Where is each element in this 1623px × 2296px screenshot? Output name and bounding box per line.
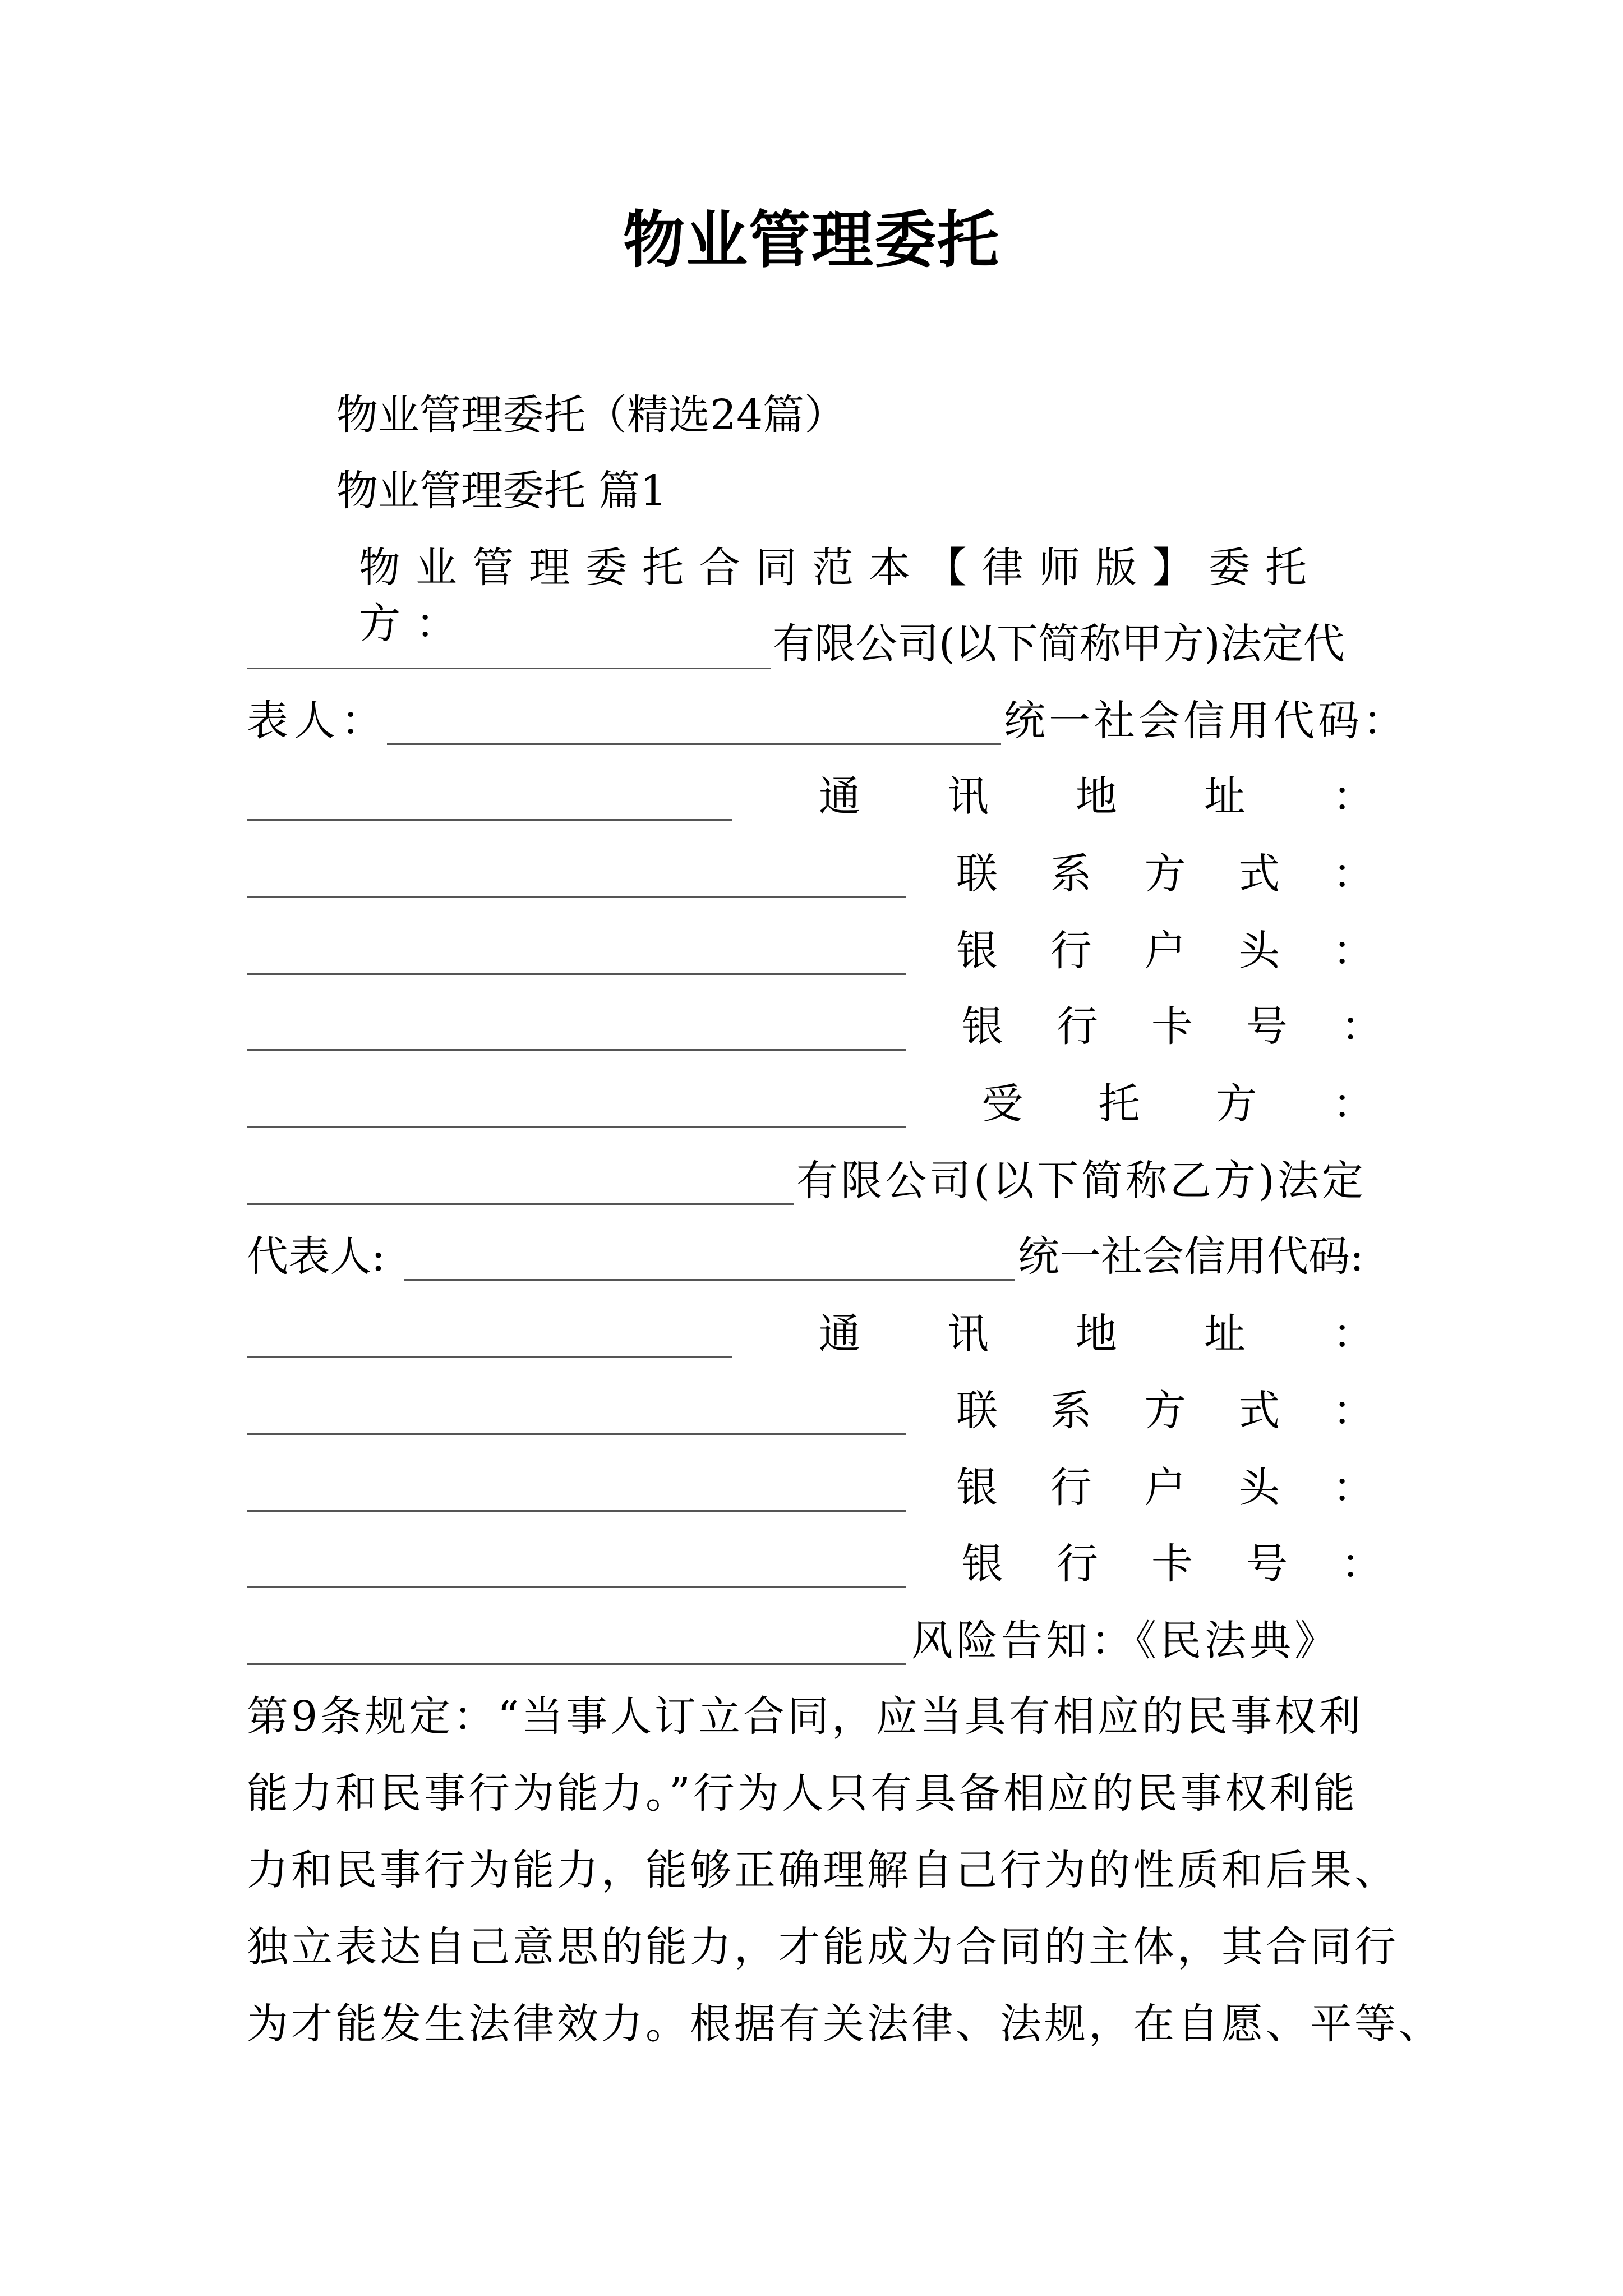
contact-char-4: 式 [1238,850,1280,898]
address-char-1: 通 [819,772,860,821]
blank-party-b-company[interactable] [247,1203,794,1205]
address-b-char-3: 地 [1076,1310,1117,1358]
contact-char-5: ： [1332,850,1374,898]
contact-char-3: 方 [1144,850,1186,898]
risk-notice: 风险告知：《民法典》 [911,1617,1339,1665]
party-a-address-label [819,769,1374,825]
blank-party-a-rep[interactable] [387,743,1001,745]
trustee-char-4: ： [1332,1080,1374,1128]
blank-party-a-contact[interactable] [247,973,906,975]
address-b-char-4: 址 [1204,1310,1246,1358]
blank-party-a-address[interactable] [247,896,906,898]
bank-card-b-char-2: 行 [1057,1540,1098,1588]
blank-party-a-bank-account[interactable] [247,1049,906,1051]
party-b-address-label [819,1306,1374,1362]
party-b-credit-code-label: 统一社会信用代码: [1018,1232,1364,1281]
bank-account-char-1: 银 [956,927,998,975]
trustee-label [981,1076,1374,1132]
party-b-rep-label: 代表人: [247,1232,385,1281]
bank-card-b-char-3: 卡 [1151,1540,1193,1588]
contact-b-char-5: ： [1332,1387,1374,1435]
party-a-company-label: 有限公司(以下简称甲方)法定代 [773,620,1345,668]
party-a-credit-code-label: 统一社会信用代码： [1004,697,1408,745]
blank-party-a-credit-code[interactable] [247,819,732,821]
address-b-char-2: 讯 [947,1310,989,1358]
contact-b-char-1: 联 [956,1387,998,1435]
subtitle: 物业管理委托（精选24篇） [336,391,846,439]
bank-account-char-2: 行 [1050,927,1092,975]
paragraph-line-4: 独立表达自己意思的能力，才能成为合同的主体，其合同行 [247,1923,1399,1971]
paragraph-line-1: 第9条规定：“当事人订立合同，应当具有相应的民事权利 [247,1692,1363,1741]
paragraph-line-3: 力和民事行为能力，能够正确理解自己行为的性质和后果、 [247,1846,1399,1894]
bank-account-char-3: 户 [1144,927,1186,975]
contact-char-2: 系 [1050,850,1092,898]
blank-party-b-bank-card[interactable] [247,1663,906,1665]
contact-b-char-3: 方 [1144,1387,1186,1435]
bank-card-char-4: 号 [1246,1002,1288,1051]
blank-party-b-address[interactable] [247,1433,906,1435]
address-char-3: 地 [1076,772,1117,821]
bank-account-b-char-3: 户 [1144,1464,1186,1512]
bank-card-b-char-4: 号 [1246,1540,1288,1588]
contact-b-char-4: 式 [1238,1387,1280,1435]
paragraph-line-5: 为才能发生法律效力。根据有关法律、法规，在自愿、平等、 [247,2000,1443,2048]
blank-party-b-credit-code[interactable] [247,1356,732,1358]
bank-account-b-char-4: 头 [1238,1464,1280,1512]
address-b-char-5: ： [1332,1310,1374,1358]
blank-party-a-company[interactable] [247,668,771,669]
bank-card-b-char-1: 银 [962,1540,1003,1588]
bank-card-char-1: 银 [962,1002,1003,1051]
address-char-4: 址 [1204,772,1246,821]
bank-card-char-2: 行 [1057,1002,1098,1051]
contact-b-char-2: 系 [1050,1387,1092,1435]
blank-party-b-bank-account[interactable] [247,1586,906,1588]
paragraph-line-2: 能力和民事行为能力。”行为人只有具备相应的民事权利能 [247,1769,1358,1818]
party-a-rep-label: 表人： [247,697,388,745]
bank-account-b-char-1: 银 [956,1464,998,1512]
address-b-char-1: 通 [819,1310,860,1358]
party-a-bank-account-label [956,923,1374,979]
bank-account-char-5: ： [1332,927,1374,975]
contract-lead-text: 物业管理委托合同范本【律师版】委托方： [359,544,1322,648]
blank-party-b-contact[interactable] [247,1510,906,1512]
address-char-2: 讯 [947,772,989,821]
trustee-char-1: 受 [981,1080,1023,1128]
address-char-5: ： [1332,772,1374,821]
bank-card-b-char-5: ： [1341,1540,1382,1588]
bank-card-char-5: ： [1341,1002,1382,1051]
party-b-contact-label [956,1383,1374,1439]
trustee-char-2: 托 [1098,1080,1140,1128]
trustee-char-3: 方 [1215,1080,1257,1128]
section-heading: 物业管理委托 篇1 [336,467,667,515]
bank-account-char-4: 头 [1238,927,1280,975]
party-a-bank-card-label [962,999,1382,1055]
party-b-bank-account-label [956,1460,1374,1516]
blank-party-a-bank-card[interactable] [247,1126,906,1128]
contact-char-1: 联 [956,850,998,898]
bank-account-b-char-2: 行 [1050,1464,1092,1512]
bank-account-b-char-5: ： [1332,1464,1374,1512]
blank-party-b-rep[interactable] [404,1279,1015,1281]
bank-card-char-3: 卡 [1151,1002,1193,1051]
document-title: 物业管理委托 [623,204,1000,276]
party-b-bank-card-label [962,1536,1382,1592]
party-b-company-label: 有限公司(以下简称乙方)法定 [796,1157,1366,1205]
party-a-contact-label [956,846,1374,902]
